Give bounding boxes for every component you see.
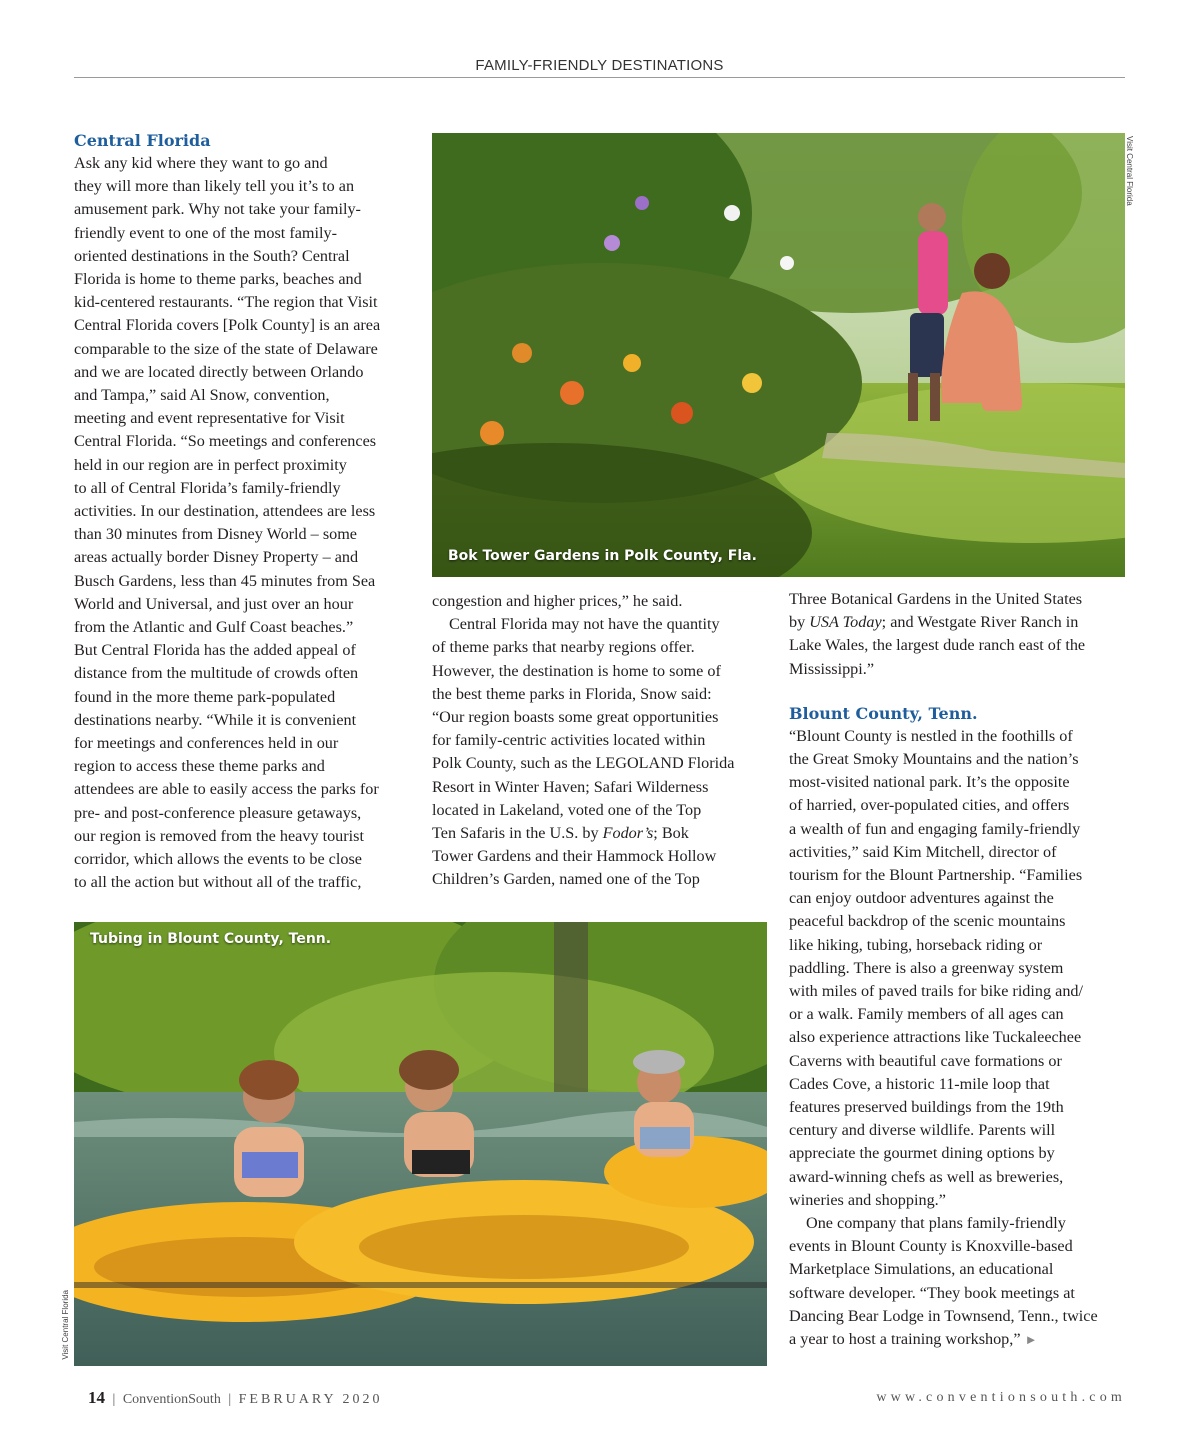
col1-line: meeting and event representative for Visit	[74, 409, 345, 428]
col1-line: and Tampa,” said Al Snow, convention,	[74, 386, 330, 405]
col3b-line: or a walk. Family members of all ages can	[789, 1005, 1064, 1024]
column-3-text-a	[789, 634, 1129, 680]
section-title: FAMILY-FRIENDLY DESTINATIONS	[475, 57, 724, 74]
subhead-central-florida: Central Florida	[74, 131, 211, 150]
col2a-line: of theme parks that nearby regions offer.	[432, 638, 695, 657]
col3b-line: can enjoy outdoor adventures against the	[789, 889, 1054, 908]
col3b-line: of harried, over-populated cities, and offers	[789, 796, 1070, 815]
photo-caption-bok-tower: Bok Tower Gardens in Polk County, Fla.	[448, 548, 757, 564]
col3c-line: Marketplace Simulations, an educational	[789, 1260, 1054, 1279]
col3b-line: tourism for the Blount Partnership. “Families	[789, 866, 1083, 885]
column-1	[74, 129, 414, 895]
page-number: 14	[88, 1388, 105, 1407]
col2a-line: Polk County, such as the LEGOLAND Florida	[432, 754, 735, 773]
column-2-text-a	[432, 613, 772, 822]
column-2-text-b	[432, 845, 772, 891]
col3b-line: with miles of paved trails for bike riding and/	[789, 982, 1084, 1001]
col3b-line: paddling. There is also a greenway system	[789, 958, 1064, 977]
col3b-line: activities,” said Kim Mitchell, director of	[789, 842, 1057, 861]
col3b-line: most-visited national park. It’s the opposite	[789, 773, 1070, 792]
col1-line: than 30 minutes from Disney World – some	[74, 525, 357, 544]
col1-line: comparable to the size of the state of Delaware	[74, 339, 378, 358]
section-header	[74, 57, 1125, 78]
photo-tubing-blount	[74, 922, 767, 1366]
subhead-blount-county: Blount County, Tenn.	[789, 703, 978, 723]
column-2	[432, 590, 772, 892]
col3b-line: the Great Smoky Mountains and the nation’s	[789, 750, 1079, 769]
footer-separator: |	[228, 1392, 232, 1407]
website-link[interactable]: www.conventionsouth.com	[876, 1390, 1126, 1405]
col1-line: found in the more theme park-populated	[74, 687, 336, 706]
continue-arrow-icon: ►	[1024, 1332, 1038, 1348]
col1-line: activities. In our destination, attendees are less	[74, 502, 376, 521]
col3b-line: century and diverse wildlife. Parents will	[789, 1121, 1056, 1140]
footer-left	[88, 1388, 383, 1408]
col1-line: region to access these theme parks and	[74, 757, 325, 776]
col1-line: to all of Central Florida’s family-friendly	[74, 478, 341, 497]
col3b-line: also experience attractions like Tuckaleechee	[789, 1028, 1082, 1047]
col3c-line: Dancing Bear Lodge in Townsend, Tenn., twice	[789, 1306, 1098, 1325]
col2-first-line: congestion and higher prices,” he said.	[432, 592, 683, 610]
col3b-line: “Blount County is nestled in the foothills of	[789, 726, 1073, 745]
col1-line: distance from the multitude of crowds often	[74, 664, 359, 683]
col3c-line: software developer. “They book meetings at	[789, 1283, 1075, 1302]
col3-usa-today-line: by USA Today; and Westgate River Ranch in	[789, 613, 1079, 632]
col2a-line: “Our region boasts some great opportunities	[432, 708, 719, 727]
col1-line: they will more than likely tell you it’s to an	[74, 177, 355, 196]
col3-last-line: a year to host a training workshop,” ►	[789, 1330, 1038, 1349]
col3b-line: Cades Cove, a historic 11-mile loop that	[789, 1074, 1050, 1093]
col1-line: our region is removed from the heavy tourist	[74, 826, 364, 845]
col2a-line: Central Florida may not have the quantity	[449, 615, 720, 634]
photo-bok-tower-gardens	[432, 133, 1125, 577]
col1-line: kid-centered restaurants. “The region that Visit	[74, 293, 378, 312]
col3b-line: Caverns with beautiful cave formations or	[789, 1051, 1062, 1070]
col3b-line: like hiking, tubing, horseback riding or	[789, 935, 1043, 954]
col1-line: World and Universal, and just over an hour	[74, 594, 354, 613]
col2-fodors-line: Ten Safaris in the U.S. by Fodor’s; Bok	[432, 824, 689, 843]
col1-line: Central Florida. “So meetings and conferences	[74, 432, 377, 451]
col3a-line: Mississippi.”	[789, 659, 875, 678]
col3-para2-first-line: One company that plans family-friendly	[806, 1214, 1066, 1233]
col1-line: But Central Florida has the added appeal of	[74, 641, 356, 660]
col1-line: pre- and post-conference pleasure getaways,	[74, 803, 362, 822]
col2b-line: Tower Gardens and their Hammock Hollow	[432, 847, 717, 866]
photo-caption-tubing: Tubing in Blount County, Tenn.	[90, 931, 332, 947]
magazine-name: ConventionSouth	[122, 1392, 221, 1407]
col2a-line: Resort in Winter Haven; Safari Wilderness	[432, 777, 709, 796]
col1-line: for meetings and conferences held in our	[74, 734, 339, 753]
col1-line: Central Florida covers [Polk County] is an area	[74, 316, 381, 335]
col3b-line: award-winning chefs as well as breweries,	[789, 1167, 1064, 1186]
col3b-line: a wealth of fun and engaging family-friendly	[789, 819, 1081, 838]
col1-line: Ask any kid where they want to go and	[74, 154, 328, 172]
col1-line: Florida is home to theme parks, beaches and	[74, 270, 362, 289]
col1-line: corridor, which allows the events to be close	[74, 850, 362, 869]
col3c-line: events in Blount County is Knoxville-based	[789, 1237, 1073, 1256]
col1-line: amusement park. Why not take your family-	[74, 200, 361, 219]
column-3-text-c	[789, 1235, 1129, 1328]
col2a-line: However, the destination is home to some of	[432, 661, 721, 680]
col2a-line: the best theme parks in Florida, Snow said:	[432, 684, 712, 703]
tubing-image	[74, 922, 767, 1366]
column-3-text-b	[789, 725, 1129, 1212]
col1-line: destinations nearby. “While it is convenient	[74, 710, 357, 729]
col1-line: oriented destinations in the South? Central	[74, 246, 350, 265]
col3b-line: peaceful backdrop of the scenic mountains	[789, 912, 1066, 931]
col3b-line: appreciate the gourmet dining options by	[789, 1144, 1055, 1163]
col1-line: to all the action but without all of the traffic,	[74, 873, 362, 892]
col1-line: attendees are able to easily access the parks for	[74, 780, 379, 799]
col1-line: and we are located directly between Orlando	[74, 362, 364, 381]
column-3	[789, 588, 1129, 1351]
col2b-line: Children’s Garden, named one of the Top	[432, 870, 700, 889]
photo-credit-top: Visit Central Florida	[1125, 136, 1134, 206]
col3b-line: wineries and shopping.”	[789, 1190, 946, 1209]
col3b-line: features preserved buildings from the 19th	[789, 1098, 1064, 1117]
col3a-line: Lake Wales, the largest dude ranch east of the	[789, 636, 1086, 655]
photo-credit-bottom: Visit Central Florida	[61, 1290, 70, 1360]
footer-separator: |	[112, 1392, 116, 1407]
col3-first-line: Three Botanical Gardens in the United States	[789, 590, 1083, 608]
col1-line: friendly event to one of the most family-	[74, 223, 337, 242]
issue-date: FEBRUARY 2020	[238, 1392, 383, 1407]
col1-line: held in our region are in perfect proximity	[74, 455, 347, 474]
col2a-line: for family-centric activities located within	[432, 731, 706, 750]
column-1-text	[74, 152, 414, 895]
col1-line: Busch Gardens, less than 45 minutes from Sea	[74, 571, 376, 590]
col2a-line: located in Lakeland, voted one of the Top	[432, 800, 702, 819]
bok-tower-gardens-image	[432, 133, 1125, 577]
col1-line: from the Atlantic and Gulf Coast beaches.”	[74, 618, 354, 637]
col1-line: areas actually border Disney Property – and	[74, 548, 359, 567]
